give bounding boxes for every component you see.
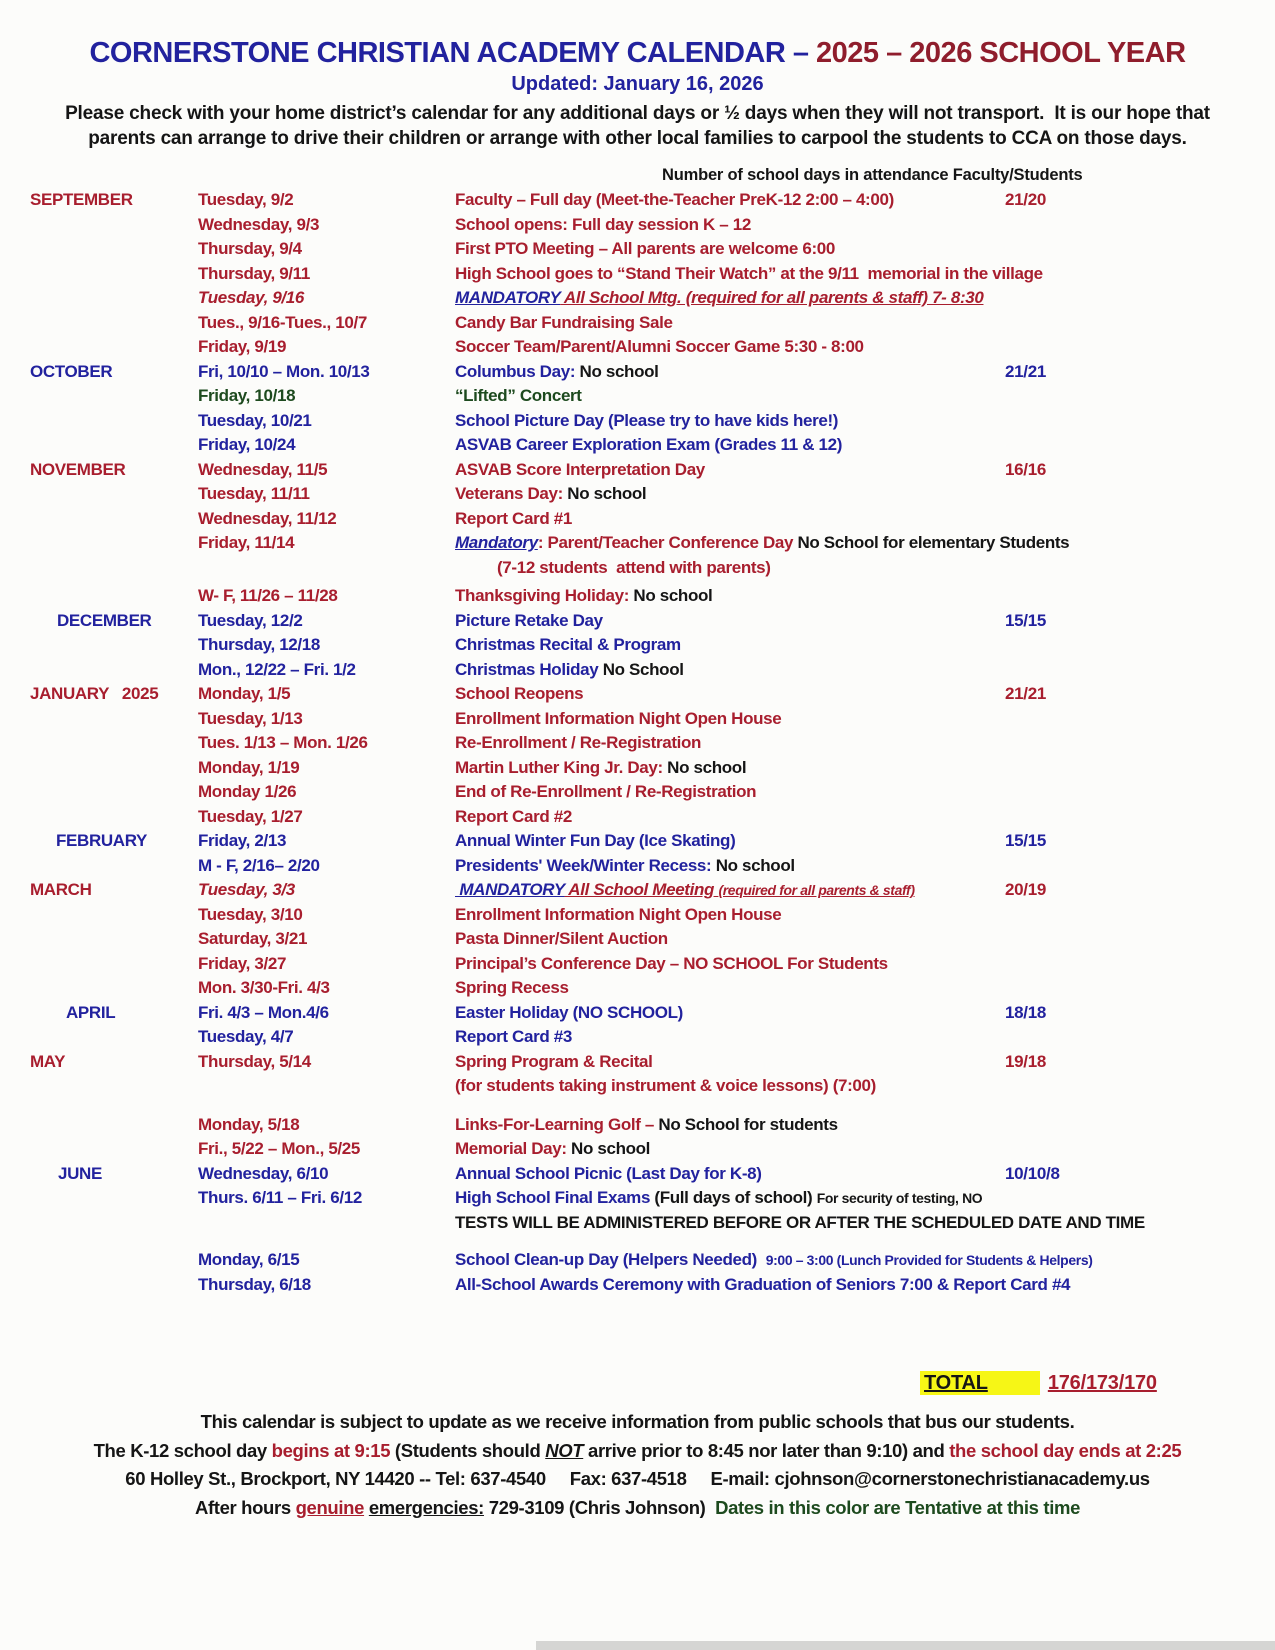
calendar-row — [30, 458, 1275, 483]
scan-edge-artifact — [536, 1641, 1275, 1650]
text-segment: (for students taking instrument & voice lessons) (7:00) — [455, 1076, 876, 1095]
event-cell — [455, 756, 1275, 781]
event-cell — [455, 360, 1275, 385]
text-segment: Christmas Holiday — [455, 659, 599, 679]
event-cell — [455, 878, 1275, 903]
text-segment: genuine — [295, 1496, 365, 1518]
event-cell — [455, 286, 1275, 311]
event-cell — [455, 731, 1275, 756]
text-segment: No school — [566, 1139, 651, 1158]
event-cell — [455, 927, 1275, 952]
text-segment: Spring Recess — [455, 978, 569, 997]
calendar-row — [30, 609, 1275, 634]
event-cell — [455, 507, 1275, 532]
text-segment: Veterans Day: — [455, 484, 563, 503]
calendar-row — [30, 707, 1275, 732]
text-segment: After hours — [194, 1496, 296, 1518]
calendar-row — [30, 311, 1275, 336]
calendar-row — [30, 1074, 1275, 1099]
event-cell — [455, 335, 1275, 360]
date-cell: M - F, 2/16– 2/20 — [198, 855, 320, 875]
month-label — [30, 531, 198, 556]
page-title — [0, 0, 1275, 70]
date-cell: Monday 1/26 — [198, 782, 297, 801]
month-label — [30, 384, 198, 409]
event-cell — [455, 658, 1275, 683]
date-cell: Friday, 11/14 — [198, 533, 295, 552]
calendar-row — [30, 952, 1275, 977]
event-cell — [455, 482, 1275, 507]
month-label — [30, 1211, 198, 1236]
event-cell — [455, 1273, 1275, 1298]
event-cell — [455, 780, 1275, 805]
text-segment: Candy Bar Fundraising Sale — [455, 312, 673, 332]
month-label — [30, 1113, 198, 1138]
calendar-row — [30, 433, 1275, 458]
date-cell: Thursday, 9/4 — [198, 239, 302, 258]
month-label: MARCH — [30, 880, 92, 899]
event-cell — [455, 262, 1275, 287]
event-cell — [455, 1186, 1275, 1211]
calendar-row — [30, 335, 1275, 360]
month-label — [30, 1248, 198, 1273]
event-cell — [455, 1025, 1275, 1050]
month-label — [30, 556, 198, 581]
calendar-row — [30, 805, 1275, 830]
footer — [0, 1408, 1275, 1522]
date-cell: W- F, 11/26 – 11/28 — [198, 586, 338, 605]
calendar-row — [30, 731, 1275, 756]
calendar-row — [30, 854, 1275, 879]
month-label — [30, 237, 198, 262]
calendar-row — [30, 829, 1275, 854]
date-cell: Fri, 10/10 – Mon. 10/13 — [198, 361, 370, 381]
text-segment: No School for elementary Students — [797, 533, 1070, 552]
text-segment: Christmas Recital & Program — [455, 635, 681, 654]
calendar-table — [30, 188, 1275, 1297]
date-cell: Friday, 10/18 — [198, 386, 296, 405]
calendar-row — [30, 237, 1275, 262]
text-segment: Pasta Dinner/Silent Auction — [455, 929, 668, 948]
text-segment: (Full days of school) — [654, 1188, 817, 1207]
date-cell: Tuesday, 12/2 — [198, 610, 303, 630]
month-label — [30, 335, 198, 360]
attendance-cell: 21/20 — [1005, 190, 1047, 209]
text-segment: All School Mtg. (required for all parents & staff) 7- 8:30 — [560, 288, 984, 307]
text-segment: (required for all parents & staff) — [718, 882, 915, 898]
attendance-cell: 15/15 — [1005, 610, 1047, 630]
event-cell — [455, 1113, 1275, 1138]
month-label: OCTOBER — [30, 361, 113, 381]
event-cell — [455, 384, 1275, 409]
attendance-cell: 19/18 — [1005, 1051, 1047, 1071]
text-segment: MANDATORY — [455, 880, 565, 899]
text-segment: The K-12 school day — [93, 1439, 272, 1461]
text-segment: No school — [575, 361, 659, 381]
text-segment: High School goes to “Stand Their Watch” at the 9/11 memorial in the village — [455, 263, 1043, 283]
date-cell: Thursday, 6/18 — [198, 1274, 311, 1294]
calendar-row — [30, 1211, 1275, 1236]
text-segment: Columbus Day: — [455, 361, 576, 381]
date-cell: Thurs. 6/11 – Fri. 6/12 — [198, 1188, 362, 1207]
month-label — [30, 927, 198, 952]
month-label — [30, 482, 198, 507]
text-segment: 60 Holley St., Brockport, NY 14420 -- Tel: 637-4540 Fax: 637-4518 E-mail: cjohnson@cornerstonechristianacademy.us — [125, 1468, 1150, 1489]
date-cell: Tues., 9/16-Tues., 10/7 — [198, 312, 367, 332]
event-cell — [455, 311, 1275, 336]
attendance-cell: 21/21 — [1005, 361, 1047, 381]
attendance-cell: 15/15 — [1005, 831, 1047, 850]
calendar-row — [30, 556, 1275, 581]
calendar-row — [30, 756, 1275, 781]
attendance-cell: 16/16 — [1005, 459, 1047, 479]
text-segment: Enrollment Information Night Open House — [455, 904, 782, 924]
date-cell: Fri., 5/22 – Mon., 5/25 — [198, 1139, 361, 1158]
event-cell — [455, 433, 1275, 458]
footer-line — [0, 1408, 1275, 1437]
text-segment: No School for students — [658, 1114, 838, 1134]
calendar-row — [30, 780, 1275, 805]
date-cell: Thursday, 5/14 — [198, 1051, 311, 1071]
calendar-row — [30, 1113, 1275, 1138]
text-segment: Dates in this color are Tentative at this time — [715, 1496, 1081, 1518]
text-segment: emergencies: — [368, 1496, 484, 1518]
text-segment: ASVAB Career Exploration Exam (Grades 11 & 12) — [455, 435, 843, 454]
month-label — [30, 213, 198, 238]
text-segment: Annual School Picnic (Last Day for K-8) — [455, 1163, 762, 1183]
date-cell — [198, 1074, 455, 1099]
date-cell: Tuesday, 3/10 — [198, 904, 303, 924]
month-label — [30, 805, 198, 830]
event-cell — [455, 1001, 1275, 1026]
text-segment: School Picture Day (Please try to have kids here!) — [455, 410, 839, 430]
total-row — [920, 1372, 1157, 1395]
month-label — [30, 286, 198, 311]
month-label: APRIL — [66, 1002, 116, 1022]
text-segment: Presidents' Week/Winter Recess: — [455, 855, 712, 875]
calendar-row — [30, 1186, 1275, 1211]
event-cell — [455, 952, 1275, 977]
event-cell — [455, 903, 1275, 928]
event-cell — [455, 584, 1275, 609]
footer-line — [0, 1465, 1275, 1494]
attendance-column-header: Number of school days in attendance Faculty/Students — [662, 166, 1083, 184]
month-label — [30, 731, 198, 756]
event-cell — [455, 1137, 1275, 1162]
text-segment: No School — [598, 659, 684, 679]
calendar-row — [30, 633, 1275, 658]
date-cell: Tuesday, 1/13 — [198, 708, 303, 728]
text-segment: “Lifted” Concert — [455, 386, 582, 405]
calendar-row — [30, 682, 1275, 707]
updated-date: Updated: January 16, 2026 — [511, 73, 764, 95]
month-label — [30, 707, 198, 732]
event-cell — [455, 531, 1275, 556]
calendar-row — [30, 262, 1275, 287]
date-cell: Monday, 1/5 — [198, 684, 291, 703]
date-cell: Tuesday, 9/2 — [198, 190, 294, 209]
text-segment: Links-For-Learning Golf – — [455, 1114, 659, 1134]
text-segment: School Reopens — [455, 684, 584, 703]
month-label — [30, 584, 198, 609]
event-cell — [455, 409, 1275, 434]
event-cell — [455, 609, 1275, 634]
calendar-row — [30, 286, 1275, 311]
date-cell: Tuesday, 10/21 — [198, 410, 312, 430]
text-segment: Principal’s Conference Day – NO SCHOOL For Students — [455, 953, 888, 973]
event-cell — [455, 458, 1275, 483]
date-cell: Monday, 1/19 — [198, 757, 300, 777]
text-segment: School Clean-up Day (Helpers Needed) — [455, 1250, 766, 1269]
event-cell — [455, 1074, 1275, 1099]
month-label — [30, 756, 198, 781]
text-segment: (7-12 students attend with parents) — [497, 557, 771, 577]
calendar-row — [30, 1162, 1275, 1187]
calendar-row — [30, 1273, 1275, 1298]
date-cell — [198, 1211, 455, 1236]
date-cell: Tuesday, 1/27 — [198, 806, 303, 826]
date-cell: Tuesday, 11/11 — [198, 484, 310, 503]
date-cell: Wednesday, 11/12 — [198, 508, 337, 528]
event-cell — [455, 1162, 1275, 1187]
text-segment: the school day ends at 2:25 — [949, 1439, 1182, 1461]
month-label — [30, 658, 198, 683]
text-segment: No school — [629, 586, 713, 605]
calendar-row — [30, 584, 1275, 609]
month-label — [30, 976, 198, 1001]
text-segment: NOT — [545, 1439, 584, 1461]
calendar-row — [30, 658, 1275, 683]
date-cell: Fri. 4/3 – Mon.4/6 — [198, 1002, 329, 1022]
month-label: JANUARY 2025 — [30, 684, 159, 703]
month-label — [30, 507, 198, 532]
calendar-row — [30, 507, 1275, 532]
date-cell: Wednesday, 11/5 — [198, 459, 328, 479]
month-label: NOVEMBER — [30, 459, 126, 479]
text-segment: Soccer Team/Parent/Alumni Soccer Game 5:30 - 8:00 — [455, 337, 864, 356]
event-cell — [455, 1211, 1275, 1236]
text-segment: Re-Enrollment / Re-Registration — [455, 733, 702, 752]
date-cell: Wednesday, 6/10 — [198, 1163, 329, 1183]
text-segment: Faculty – Full day (Meet-the-Teacher PreK-12 2:00 – 4:00) — [455, 190, 894, 209]
event-cell — [455, 556, 1275, 581]
calendar-row — [30, 878, 1275, 903]
text-segment: No school — [711, 855, 795, 875]
month-label — [30, 1273, 198, 1298]
text-segment: TESTS WILL BE ADMINISTERED BEFORE OR AFTER THE SCHEDULED DATE AND TIME — [455, 1212, 1145, 1232]
calendar-row — [30, 360, 1275, 385]
date-cell: Friday, 3/27 — [198, 953, 287, 973]
month-label — [30, 854, 198, 879]
attendance-cell: 18/18 — [1005, 1002, 1047, 1022]
text-segment: No school — [562, 484, 647, 503]
event-cell — [455, 976, 1275, 1001]
attendance-cell: 21/21 — [1005, 684, 1047, 703]
text-segment: This calendar is subject to update as we receive information from public schools that bus our students. — [200, 1411, 1075, 1432]
date-cell: Friday, 10/24 — [198, 435, 296, 454]
date-cell: Friday, 9/19 — [198, 337, 287, 356]
text-segment: All-School Awards Ceremony with Graduation of Seniors 7:00 & Report Card #4 — [455, 1274, 1071, 1294]
event-cell — [455, 1248, 1275, 1273]
month-label — [30, 780, 198, 805]
footer-line — [0, 1494, 1275, 1523]
text-segment: Report Card #2 — [455, 806, 572, 826]
text-segment: arrive prior to 8:45 nor later than 9:10) and — [583, 1439, 950, 1461]
calendar-row — [30, 1137, 1275, 1162]
text-segment: School opens: Full day session K – 12 — [455, 214, 751, 234]
text-segment: 729-3109 (Chris Johnson) — [483, 1496, 716, 1518]
date-cell: Saturday, 3/21 — [198, 929, 308, 948]
title-school-year: 2025 – 2026 SCHOOL YEAR — [816, 37, 1186, 69]
text-segment: Annual Winter Fun Day (Ice Skating) — [455, 831, 736, 850]
event-cell — [455, 829, 1275, 854]
date-cell: Monday, 5/18 — [198, 1114, 300, 1134]
event-cell — [455, 213, 1275, 238]
month-label: MAY — [30, 1051, 66, 1071]
month-label — [30, 409, 198, 434]
month-label — [30, 262, 198, 287]
text-segment: All School Meeting — [564, 880, 719, 899]
date-cell: Tuesday, 9/16 — [198, 288, 305, 307]
date-cell: Tuesday, 4/7 — [198, 1027, 294, 1046]
event-cell — [455, 633, 1275, 658]
date-cell: Mon., 12/22 – Fri. 1/2 — [198, 659, 356, 679]
event-cell — [455, 1050, 1275, 1075]
event-cell — [455, 237, 1275, 262]
text-segment: Martin Luther King Jr. Day: — [455, 757, 663, 777]
total-value: 176/173/170 — [1047, 1372, 1157, 1394]
calendar-row — [30, 409, 1275, 434]
text-segment: ASVAB Score Interpretation Day — [455, 459, 705, 479]
calendar-row — [30, 903, 1275, 928]
text-segment: Report Card #1 — [455, 508, 572, 528]
date-cell: Tues. 1/13 – Mon. 1/26 — [198, 733, 368, 752]
event-cell — [455, 707, 1275, 732]
calendar-row — [30, 1050, 1275, 1075]
title-school-name: CORNERSTONE CHRISTIAN ACADEMY CALENDAR – — [89, 37, 817, 69]
calendar-row — [30, 1248, 1275, 1273]
month-label — [30, 433, 198, 458]
attendance-cell: 20/19 — [1005, 880, 1047, 899]
event-cell — [455, 805, 1275, 830]
intro-note: Please check with your home district’s calendar for any additional days or ½ days when they will not transport. It is our hope that parents can arrange to drive their children or arrange with other local families to carpool the students to CCA on those days. — [65, 103, 1215, 149]
event-cell — [455, 682, 1275, 707]
month-label — [30, 952, 198, 977]
month-label: FEBRUARY — [56, 831, 148, 850]
text-segment: End of Re-Enrollment / Re-Registration — [455, 782, 757, 801]
calendar-row — [30, 531, 1275, 556]
text-segment: No school — [662, 757, 747, 777]
text-segment: Mandatory — [455, 533, 538, 552]
text-segment: Memorial Day: — [455, 1139, 567, 1158]
footer-line — [0, 1437, 1275, 1466]
text-segment: Thanksgiving Holiday: — [455, 586, 630, 605]
text-segment: : Parent/Teacher Conference Day — [537, 533, 798, 552]
date-cell — [198, 556, 455, 581]
calendar-row — [30, 927, 1275, 952]
date-cell: Wednesday, 9/3 — [198, 214, 320, 234]
date-cell: Thursday, 12/18 — [198, 635, 320, 654]
attendance-cell: 10/10/8 — [1005, 1163, 1060, 1183]
date-cell: Mon. 3/30-Fri. 4/3 — [198, 978, 330, 997]
date-cell: Tuesday, 3/3 — [198, 880, 295, 899]
calendar-row — [30, 188, 1275, 213]
month-label — [30, 311, 198, 336]
text-segment: For security of testing, NO — [816, 1190, 983, 1206]
month-label — [30, 633, 198, 658]
text-segment: Picture Retake Day — [455, 610, 603, 630]
month-label — [30, 1025, 198, 1050]
text-segment: (Students should — [390, 1439, 546, 1461]
text-segment: begins at 9:15 — [271, 1439, 391, 1461]
month-label — [30, 903, 198, 928]
month-label — [30, 1074, 198, 1099]
text-segment: MANDATORY — [455, 288, 561, 307]
calendar-row — [30, 384, 1275, 409]
text-segment: High School Final Exams — [455, 1188, 655, 1207]
calendar-row — [30, 1025, 1275, 1050]
date-cell: Friday, 2/13 — [198, 831, 287, 850]
calendar-row — [30, 976, 1275, 1001]
event-cell — [455, 854, 1275, 879]
text-segment: 9:00 – 3:00 (Lunch Provided for Students & Helpers) — [765, 1252, 1093, 1268]
date-cell: Monday, 6/15 — [198, 1250, 300, 1269]
month-label — [30, 1137, 198, 1162]
month-label: SEPTEMBER — [30, 190, 133, 209]
calendar-row — [30, 482, 1275, 507]
calendar-row — [30, 213, 1275, 238]
text-segment: Spring Program & Recital — [455, 1051, 653, 1071]
month-label — [30, 1186, 198, 1211]
month-label: DECEMBER — [57, 610, 152, 630]
text-segment: Report Card #3 — [455, 1027, 572, 1046]
text-segment: First PTO Meeting – All parents are welcome 6:00 — [455, 239, 836, 258]
date-cell: Thursday, 9/11 — [198, 263, 310, 283]
text-segment: Enrollment Information Night Open House — [455, 708, 782, 728]
text-segment: Easter Holiday (NO SCHOOL) — [455, 1002, 683, 1022]
event-cell — [455, 188, 1275, 213]
calendar-row — [30, 1001, 1275, 1026]
total-label: TOTAL — [920, 1371, 1040, 1395]
month-label: JUNE — [58, 1163, 102, 1183]
